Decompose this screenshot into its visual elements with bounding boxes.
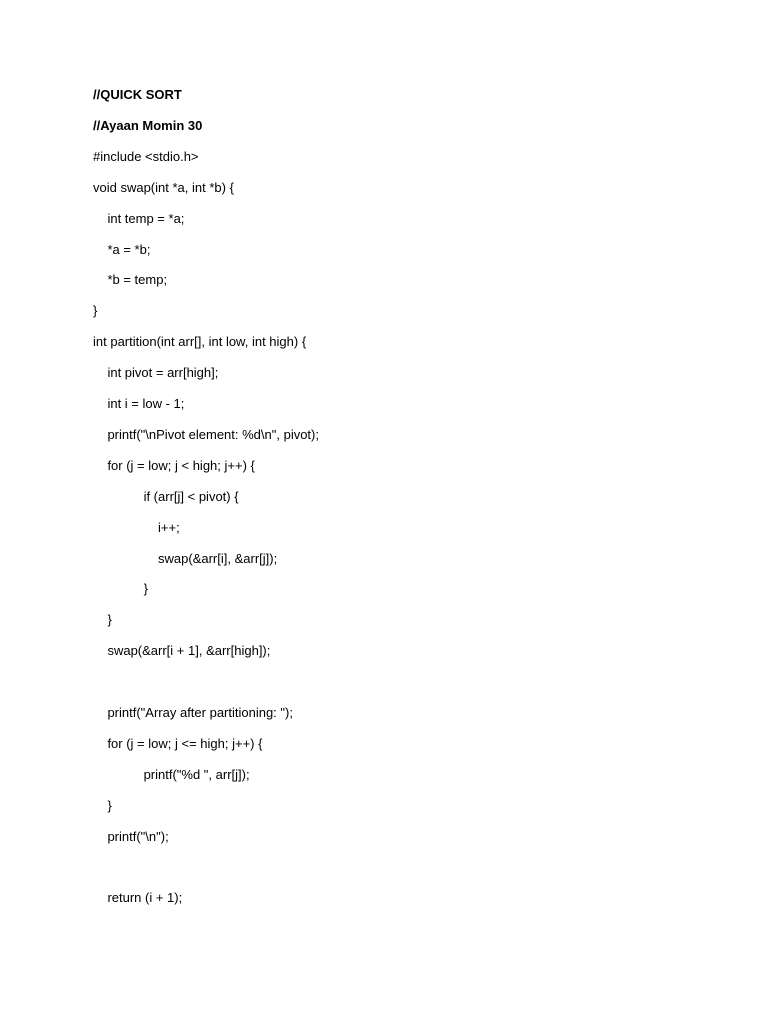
code-line: return (i + 1); (93, 890, 183, 905)
code-line: i++; (93, 520, 180, 535)
code-line: swap(&arr[i + 1], &arr[high]); (93, 643, 271, 658)
code-line: //QUICK SORT (93, 87, 182, 102)
code-line: int temp = *a; (93, 211, 185, 226)
code-line: for (j = low; j <= high; j++) { (93, 736, 263, 751)
code-line: int pivot = arr[high]; (93, 365, 219, 380)
code-line: #include <stdio.h> (93, 149, 199, 164)
code-line: int partition(int arr[], int low, int high) { (93, 334, 307, 349)
code-line: } (93, 581, 148, 596)
code-line: int i = low - 1; (93, 396, 185, 411)
code-line: if (arr[j] < pivot) { (93, 489, 239, 504)
code-line: for (j = low; j < high; j++) { (93, 458, 255, 473)
code-line: } (93, 612, 112, 627)
code-line: printf("%d ", arr[j]); (93, 767, 250, 782)
code-line: //Ayaan Momin 30 (93, 118, 203, 133)
code-line: } (93, 303, 98, 318)
code-line: swap(&arr[i], &arr[j]); (93, 551, 278, 566)
code-line: } (93, 798, 112, 813)
code-line: printf("\n"); (93, 829, 169, 844)
code-line: printf("Array after partitioning: "); (93, 705, 293, 720)
code-line: void swap(int *a, int *b) { (93, 180, 234, 195)
code-line: *b = temp; (93, 272, 168, 287)
code-line: *a = *b; (93, 242, 151, 257)
code-line: printf("\nPivot element: %d\n", pivot); (93, 427, 319, 442)
